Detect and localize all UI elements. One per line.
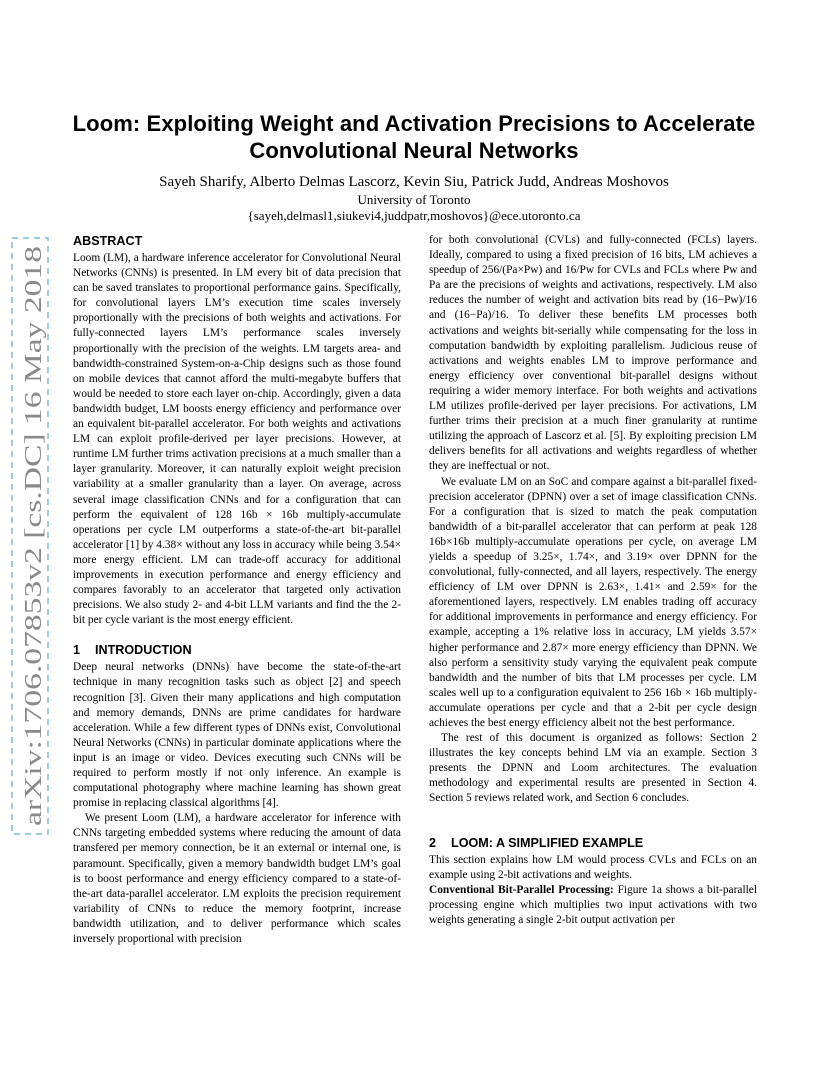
arxiv-stamp-text: arXiv:1706.07853v2 [cs.DC] 16 May 2018 <box>21 411 47 826</box>
intro-paragraph-2: We present Loom (LM), a hardware accelerator for inference with CNNs targeting embedded systems where reducing the amount of data transfered per memory connection, be it an external or internal one, is paramount. Specifically, given a memory bandwidth budget LM’s goal is to boost performance and energy efficiency compared to a state-of-the-art data-parallel accelerator. LM exploits the precision requirement variability of CNNs to reduce the memory footprint, increase bandwidth utilization, and to deliver performance which scales inversely proportional with precision <box>73 812 401 946</box>
author-list: Sayeh Sharify, Alberto Delmas Lascorz, Kevin Siu, Patrick Judd, Andreas Moshovos <box>159 174 669 190</box>
introduction-heading <box>73 642 401 658</box>
sec2-section-title: LOOM: A SIMPLIFIED EXAMPLE <box>451 835 644 850</box>
section-2-heading <box>429 835 757 851</box>
title-line-1: Loom: Exploiting Weight and Activation Precisions to Accelerate <box>72 111 756 136</box>
abstract-paragraph: Loom (LM), a hardware inference accelerator for Convolutional Neural Networks (CNNs) is presented. In LM every bit of data precision that can be saved translates to proportional performance gains. Specifically, for convolutional layers LM’s execution time scales inversely proportionally with the precisions of both weights and activations. For fully-connected layers LM’s performance scales inversely proportionally with the precision of the weights. LM targets area- and bandwidth-constrained System-on-a-Chip designs such as those found on mobile devices that cannot afford the multi-megabyte buffers that would be needed to store each layer on-chip. Accordingly, given a data bandwidth budget, LM boosts energy efficiency and performance over an equivalent bit-parallel accelerator. For both weights and activations LM can exploit profile-derived per layer precisions. However, at runtime LM further trims activation precisions at a much smaller than a layer granularity. Moreover, it can naturally exploit weight precision variability at a smaller granularity than a layer. On average, across several image classification CNNs and for a configuration that can perform the equivalent of 128 16b × 16b multiply-accumulate operations per cycle LM outperforms a state-of-the-art bit-parallel accelerator [1] by 4.38× without any loss in accuracy while being 3.54× more energy efficient. LM can trade-off accuracy for additional improvements in execution performance and energy efficiency and compares favorably to an accelerator that targeted only activation precisions. We also study 2- and 4-bit LLM variants and find the the 2-bit per cycle variant is the most energy efficient. <box>73 252 401 627</box>
author-emails: {sayeh,delmasl1,siukevi4,juddpatr,moshovos}@ece.utoronto.ca <box>247 208 581 223</box>
section-2-paragraph-2-text: Figure 1a shows a bit-parallel processing engine which multiplies two input activations with two weights generating a single 2-bit output activation per <box>429 883 758 926</box>
intro-paragraph-4: We evaluate LM on an SoC and compare against a bit-parallel fixed-precision accelerator (DPNN) over a set of image classification CNNs. For a configuration that is sized to match the peak computation bandwidth of a bit-parallel accelerator that can perform at peak 128 16b×16b multiply-accumulate operations per cycle, on average LM yields a speedup of 3.25×, 1.74×, and 3.19× over DPNN for the convolutional, fully-connected, and all layers, respectively. The energy efficiency of LM over DPNN is 2.63×, 1.41× and 2.59× for the aforementioned layers, respectively. LM enables trading off accuracy for additional improvements in performance and energy efficiency. For example, accepting a 1% relative loss in accuracy, LM yields 3.57× higher performance and 2.87× more energy efficiency than DPNN. We also perform a sensitivity study varying the equivalent peak compute bandwidth and the number of bits that LM processes per cycle. LM scales well up to a configuration equivalent to 256 16b × 16b multiply-accumulate operations per cycle and that a 2-bit per cycle design achieves the best energy efficiency albeit not the best performance. <box>429 475 757 729</box>
intro-section-number: 1 <box>73 643 81 658</box>
runin-heading: Conventional Bit-Parallel Processing: <box>429 883 614 896</box>
section-2-paragraph-1: This section explains how LM would process CVLs and FCLs on an example using 2-bit activations and weights. <box>429 853 757 881</box>
title-line-2: Convolutional Neural Networks <box>249 138 579 163</box>
arxiv-stamp <box>10 236 50 836</box>
paper-title <box>60 110 768 164</box>
section-2-paragraph-2 <box>429 883 757 928</box>
intro-paragraph-5: The rest of this document is organized as follows: Section 2 illustrates the key concepts behind LM via an example. Section 3 presents the DPNN and Loom architectures. The evaluation methodology and experimental results are presented in Section 4. Section 5 reviews related work, and Section 6 concludes. <box>429 732 757 805</box>
right-column <box>429 233 757 928</box>
abstract-heading: ABSTRACT <box>73 234 143 248</box>
intro-paragraph-1: Deep neural networks (DNNs) have become the state-of-the-art technique in many recognition tasks such as object [2] and speech recognition [3]. Given their many applications and high computation and memory demands, DNNs are prime candidates for hardware acceleration. While a few different types of DNNs exist, Convolutional Neural Networks (CNNs) in particular dominate applications where the input is an image or video. Devices executing such CNNs will be required to perform mostly if not only inference. An example is computational photography where machine learning has shown great promise in replacing classical algorithms [4]. <box>73 661 401 810</box>
intro-paragraph-3: for both convolutional (CVLs) and fully-connected (FCLs) layers. Ideally, compared to using a fixed precision of 16 bits, LM achieves a speedup of 256/(Pa×Pw) and 16/Pw for CVLs and FCLs where Pw and Pa are the precisions of weights and activations, respectively. LM also reduces the number of weight and activation bits read by (16−Pw)/16 and (16−Pa)/16. To deliver these benefits LM processes both activations and weights bit-serially while compensating for the loss in computation bandwidth by exploiting parallelism. Judicious reuse of activations and weights enables LM to improve performance and energy efficiency over conventional bit-parallel designs without requiring a wider memory interface. For both weights and activations LM utilizes profile-derived per layer precisions. For activations, LM further trims their precision at a much finer granularity at runtime utilizing the approach of Lascorz et al. [5]. By exploiting precision LM delivers benefits for all activations and weights regardless of whether they are ineffectual or not. <box>429 234 757 473</box>
affiliation: University of Toronto <box>357 192 471 207</box>
left-column <box>73 233 401 947</box>
intro-section-title: INTRODUCTION <box>95 643 192 658</box>
sec2-section-number: 2 <box>429 835 437 850</box>
